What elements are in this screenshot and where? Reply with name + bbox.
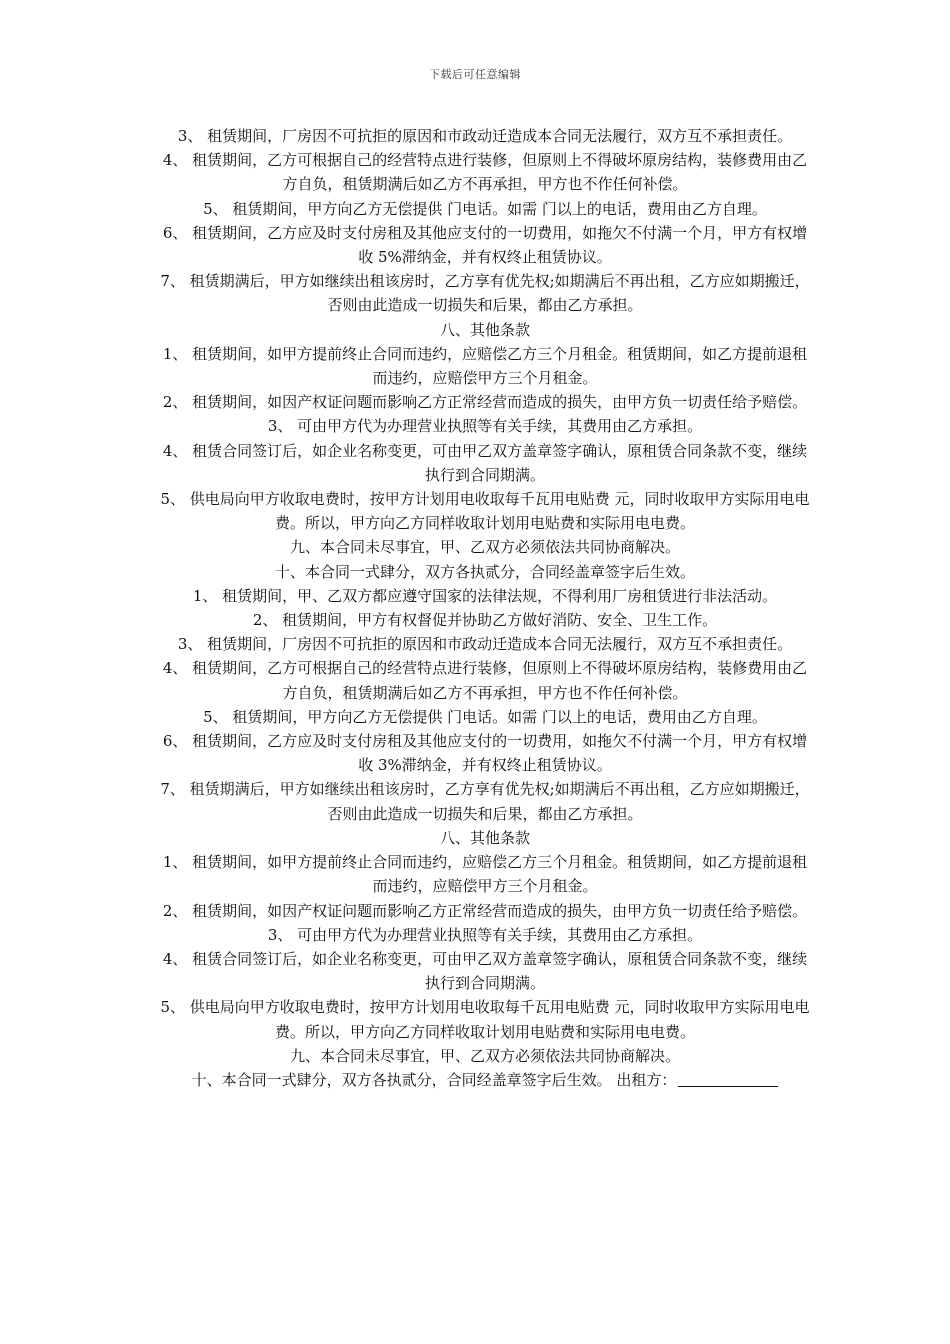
clause-paragraph: 5、 租赁期间，甲方向乙方无偿提供 门电话。如需 门以上的电话，费用由乙方自理。 bbox=[203, 199, 767, 218]
clause-paragraph: 3、 租赁期间，厂房因不可抗拒的原因和市政动迁造成本合同无法履行，双方互不承担责任。 bbox=[177, 127, 793, 145]
clause-paragraph: 3、 可由甲方代为办理营业执照等有关手续，其费用由乙方承担。 bbox=[267, 925, 703, 944]
section-heading: 九、本合同未尽事宜，甲、乙双方必须依法共同协商解决。 bbox=[289, 538, 680, 557]
clause-paragraph: 1、 租赁期间，如甲方提前终止合同而违约，应赔偿乙方三个月租金。租赁期间，如乙方提前退租而违约，应赔偿甲方三个月租金。 bbox=[162, 853, 808, 896]
clause-paragraph: 7、 租赁期满后，甲方如继续出租该房时，乙方享有优先权;如期满后不再出租，乙方应如期搬迁，否则由此造成一切损失和后果，都由乙方承担。 bbox=[160, 272, 810, 315]
clause-paragraph: 5、 供电局向甲方收取电费时，按甲方计划用电收取每千瓦用电贴费 元，同时收取甲方实际用电电费。所以，甲方向乙方同样收取计划用电贴费和实际用电电费。 bbox=[160, 998, 810, 1041]
clause-paragraph: 2、 租赁期间，如因产权证问题而影响乙方正常经营而造成的损失，由甲方负一切责任给予赔偿。 bbox=[162, 901, 808, 920]
document-body bbox=[160, 124, 810, 1092]
page-header-note: 下载后可任意编辑 bbox=[429, 68, 521, 81]
section-heading: 八、其他条款 bbox=[439, 828, 530, 847]
clause-paragraph: 5、 租赁期间，甲方向乙方无偿提供 门电话。如需 门以上的电话，费用由乙方自理。 bbox=[203, 707, 767, 726]
section-heading: 八、其他条款 bbox=[439, 320, 530, 339]
clause-paragraph: 6、 租赁期间，乙方应及时支付房租及其他应支付的一切费用，如拖欠不付满一个月，甲方有权增收 5%滞纳金，并有权终止租赁协议。 bbox=[162, 223, 808, 267]
final-clause-text: 十、本合同一式肆分，双方各执贰分，合同经盖章签字后生效。 出租方： bbox=[191, 1070, 677, 1089]
section-heading: 九、本合同未尽事宜，甲、乙双方必须依法共同协商解决。 bbox=[289, 1046, 680, 1065]
clause-paragraph: 1、 租赁期间，甲、乙双方都应遵守国家的法律法规，不得利用厂房租赁进行非法活动。 bbox=[192, 586, 778, 605]
clause-paragraph: 7、 租赁期满后，甲方如继续出租该房时，乙方享有优先权;如期满后不再出租，乙方应如期搬迁，否则由此造成一切损失和后果，都由乙方承担。 bbox=[160, 780, 810, 823]
clause-paragraph: 6、 租赁期间，乙方应及时支付房租及其他应支付的一切费用，如拖欠不付满一个月，甲方有权增收 3%滞纳金，并有权终止租赁协议。 bbox=[162, 732, 808, 775]
clause-paragraph: 3、 租赁期间，厂房因不可抗拒的原因和市政动迁造成本合同无法履行，双方互不承担责任。 bbox=[177, 635, 793, 654]
clause-paragraph: 4、 租赁合同签订后，如企业名称变更，可由甲乙双方盖章签字确认，原租赁合同条款不变，继续执行到合同期满。 bbox=[162, 949, 808, 993]
clause-paragraph: 2、 租赁期间，甲方有权督促并协助乙方做好消防、安全、卫生工作。 bbox=[252, 611, 718, 630]
clause-paragraph: 3、 可由甲方代为办理营业执照等有关手续，其费用由乙方承担。 bbox=[267, 417, 703, 436]
clause-paragraph: 1、 租赁期间，如甲方提前终止合同而违约，应赔偿乙方三个月租金。租赁期间，如乙方提前退租而违约，应赔偿甲方三个月租金。 bbox=[162, 344, 808, 388]
lessor-signature-line bbox=[678, 1070, 778, 1087]
clause-paragraph: 4、 租赁期间，乙方可根据自己的经营特点进行装修，但原则上不得破坏原房结构，装修费用由乙方自负，租赁期满后如乙方不再承担，甲方也不作任何补偿。 bbox=[162, 151, 808, 194]
clause-paragraph: 4、 租赁合同签订后，如企业名称变更，可由甲乙双方盖章签字确认，原租赁合同条款不变，继续执行到合同期满。 bbox=[162, 441, 808, 484]
clause-paragraph: 5、 供电局向甲方收取电费时，按甲方计划用电收取每千瓦用电贴费 元，同时收取甲方实际用电电费。所以，甲方向乙方同样收取计划用电贴费和实际用电电费。 bbox=[160, 490, 810, 533]
clause-paragraph: 4、 租赁期间，乙方可根据自己的经营特点进行装修，但原则上不得破坏原房结构，装修费用由乙方自负，租赁期满后如乙方不再承担，甲方也不作任何补偿。 bbox=[162, 659, 808, 702]
clause-paragraph: 2、 租赁期间，如因产权证问题而影响乙方正常经营而造成的损失，由甲方负一切责任给予赔偿。 bbox=[162, 393, 808, 412]
section-heading: 十、本合同一式肆分，双方各执贰分，合同经盖章签字后生效。 bbox=[274, 562, 695, 581]
final-clause bbox=[160, 1068, 810, 1092]
